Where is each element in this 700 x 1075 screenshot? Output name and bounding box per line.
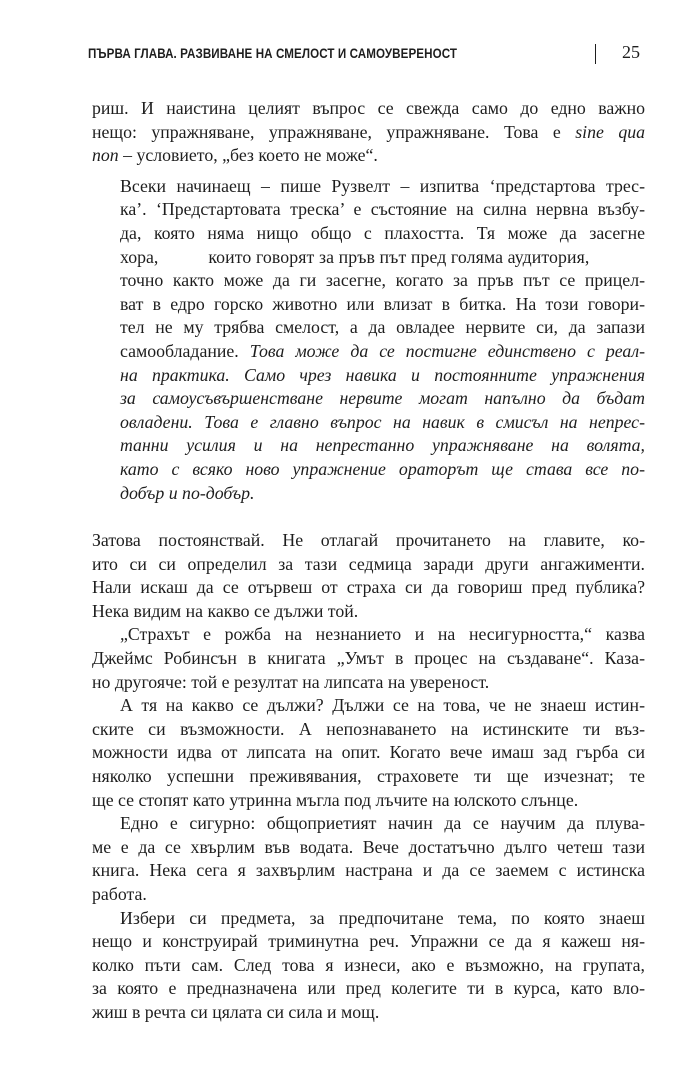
text-line xyxy=(92,144,645,168)
quote-line: точно както може да ги засегне, когато за пръв път се прицел- xyxy=(120,270,645,291)
quote-line xyxy=(120,387,645,411)
paragraph-5 xyxy=(92,812,645,906)
running-head: ПЪРВА ГЛАВА. РАЗВИВАНЕ НА СМЕЛОСТ И САМОУВЕРЕНОСТ xyxy=(88,46,458,61)
italic-phrase: за самоусъвършенстване нервите могат напълно да бъдат xyxy=(120,388,645,409)
text-line: Едно е сигурно: общоприетият начин да се научим да плува- xyxy=(120,813,645,834)
text-line: нещо и конструирай триминутна реч. Упражни се да я кажеш ня- xyxy=(92,931,645,952)
italic-phrase: танни усилия и на непрестанно упражняване на волята, xyxy=(120,435,645,456)
quote-line: ват в едро горско животно или влизат в битка. На този говори- xyxy=(120,293,645,314)
italic-phrase: non xyxy=(92,145,119,166)
text-line: жиш в речта си цялата си сила и мощ. xyxy=(92,1001,380,1022)
text-line: Джеймс Робинсън в книгата „Умът в процес на създаване“. Каза- xyxy=(92,648,645,669)
text-line: А тя на какво се дължи? Дължи се на това, че не знаеш истин- xyxy=(120,695,645,716)
quote-line xyxy=(120,434,645,458)
text-line: Избери си предмета, за предпочитане тема, по която знаеш xyxy=(120,907,645,928)
text-line: Затова постоянствай. Не отлагай прочитането на главите, ко- xyxy=(92,530,645,551)
page-number-separator xyxy=(595,44,597,64)
text-segment: – условието, „без което не може“. xyxy=(118,145,378,166)
text-line: можности идва от липсата на опит. Когато вече имаш зад гърба си xyxy=(92,742,645,763)
quote-line xyxy=(120,364,645,388)
quote-line: Всеки начинаещ – пише Рузвелт – изпитва ‘предстартова трес- xyxy=(120,175,645,196)
text-line: „Страхът е рожба на незнанието и на несигурността,“ казва xyxy=(120,624,645,645)
text-line: колко пъти сам. След това я изнеси, ако е възможно, на групата, xyxy=(92,954,645,975)
paragraph-6 xyxy=(92,907,645,1025)
italic-phrase: добър и по-добър. xyxy=(120,482,255,503)
page-header xyxy=(88,40,640,70)
italic-phrase: на практика. Само чрез навика и постоянните упражнения xyxy=(120,364,645,385)
block-quote xyxy=(92,175,645,505)
text-line: книга. Нека сега я захвърлим настрана и да се заемем с истинска xyxy=(92,860,645,881)
text-line: риш. И наистина целият въпрос се свежда само до едно важно xyxy=(92,98,645,118)
text-line: Нека видим на какво се дължи той. xyxy=(92,600,359,621)
text-segment: хора, xyxy=(120,246,159,267)
italic-phrase: Това може да се постигне единствено с реал- xyxy=(249,340,645,361)
text-line: но другояче: той е резултат на липсата на увереност. xyxy=(92,671,490,692)
text-line: ските си възможности. А непознаването на истинските ти въз- xyxy=(92,718,645,739)
text-line: няколко успешни преживявания, страховете ти ще изчезнат; те xyxy=(92,766,645,787)
text-segment: нещо: упражняване, упражняване, упражняване. Това е xyxy=(92,121,561,142)
text-line xyxy=(92,121,645,145)
quote-line: да, която няма нищо общо с плахостта. Тя може да засегне xyxy=(120,222,645,243)
text-line: работа. xyxy=(92,884,147,904)
quote-line xyxy=(120,458,645,482)
paragraph-2 xyxy=(92,529,645,623)
text-line: ито си си определил за тази седмица заради други ангажименти. xyxy=(92,553,645,574)
italic-phrase: sine qua xyxy=(575,121,645,142)
paragraph-4 xyxy=(92,694,645,812)
quote-line: тел не му трябва смелост, а да овладее нервите си, да запази xyxy=(120,317,645,338)
quote-line xyxy=(120,340,645,364)
text-line: за която е предназначена или пред колегите ти в курса, като вло- xyxy=(92,978,645,999)
text-line: ме е да се хвърлим във водата. Вече достатъчно дълго четеш тази xyxy=(92,836,645,857)
text-segment: които говорят за пръв път пред голяма аудитория, xyxy=(208,246,590,267)
quote-line xyxy=(120,482,645,506)
text-line: ще се стопят като утринна мъгла под лъчите на юлското слънце. xyxy=(92,789,579,810)
paragraph-gap xyxy=(92,505,645,529)
paragraph-3 xyxy=(92,623,645,694)
quote-line xyxy=(120,411,645,435)
page-number: 25 xyxy=(622,42,640,62)
quote-line xyxy=(120,246,645,270)
paragraph-1 xyxy=(92,97,645,168)
italic-phrase: овладени. Това е главно въпрос на навик в смисъл на непрес- xyxy=(120,411,645,432)
quote-line: ка’. ‘Предстартовата треска’ е състояние на силна нервна възбу- xyxy=(120,199,645,220)
text-segment: самообладание. xyxy=(120,340,239,361)
body-text xyxy=(92,97,645,1025)
italic-phrase: като с всяко ново упражнение ораторът ще става все по- xyxy=(120,458,645,479)
text-line: Нали искаш да се отървеш от страха си да говориш пред публика? xyxy=(92,577,645,598)
